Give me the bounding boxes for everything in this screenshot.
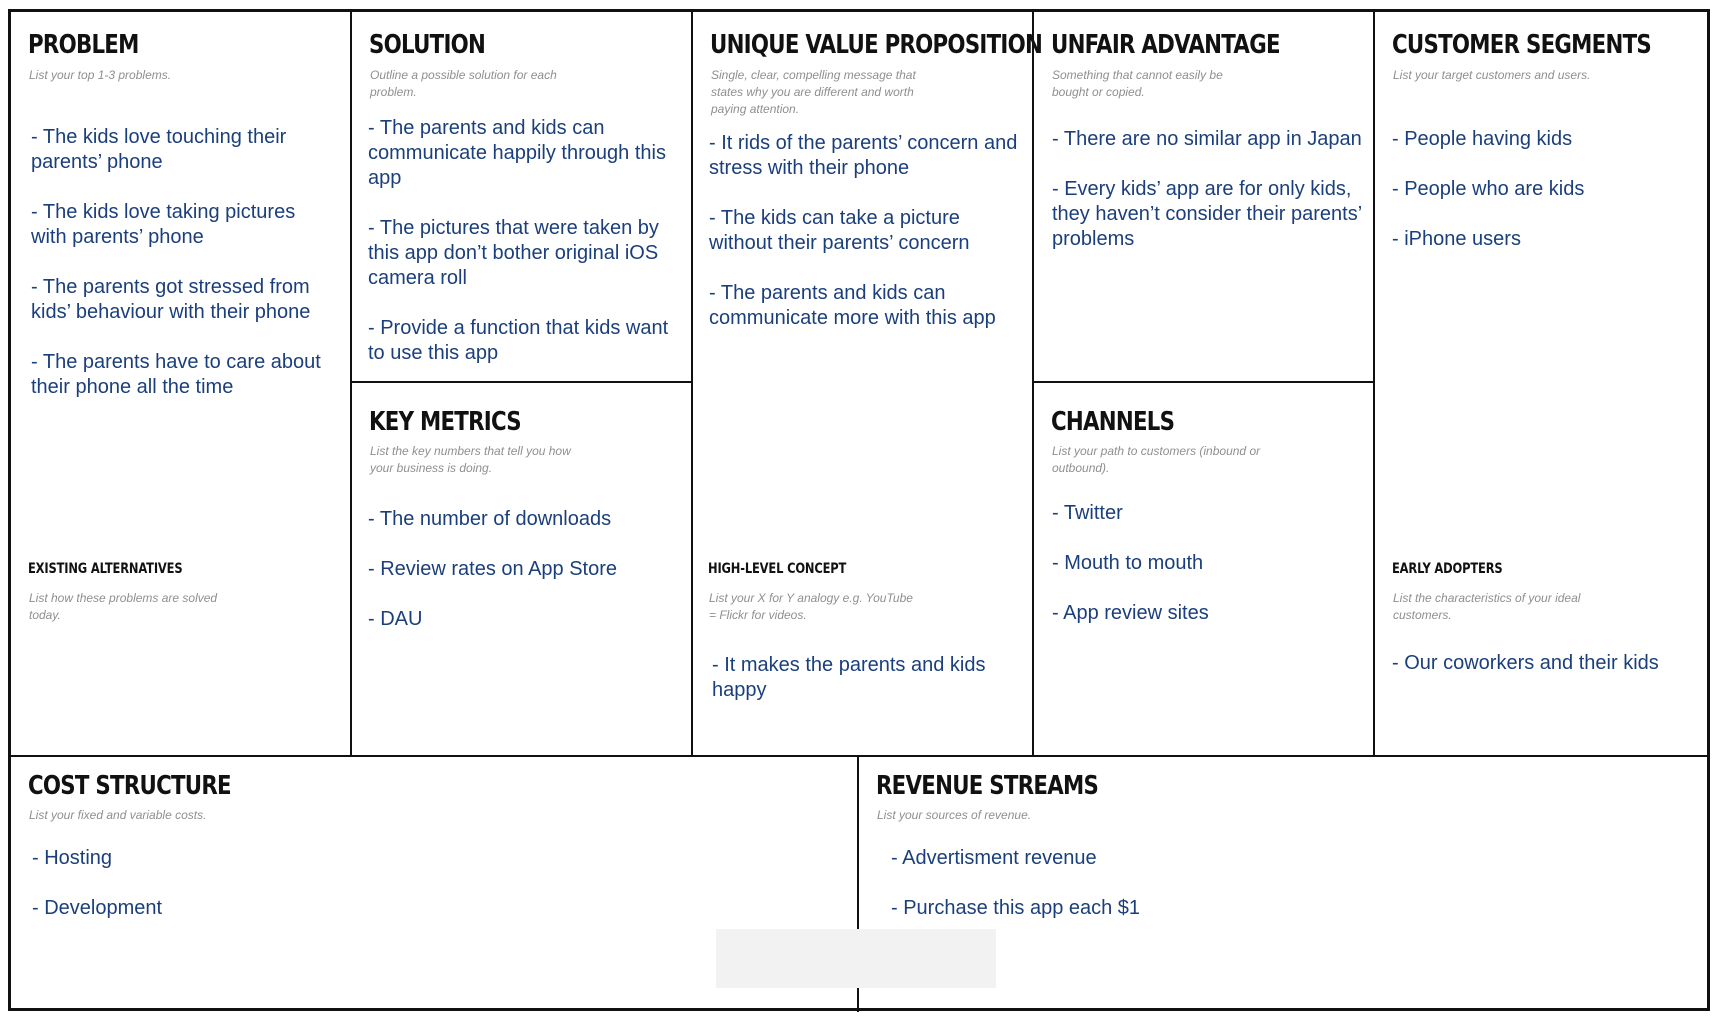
solution-hint: Outline a possible solution for each problem. xyxy=(370,68,557,99)
key-metrics-title: KEY METRICS xyxy=(369,407,521,437)
key-metrics-item: - The number of downloads xyxy=(368,508,612,530)
uvp-hint: Single, clear, compelling message that states why you are different and worth paying attention. xyxy=(711,68,916,116)
customer-segments-item: - People who are kids xyxy=(1392,178,1585,200)
high-level-concept-list xyxy=(712,653,1017,703)
early-adopters-list xyxy=(1392,651,1697,676)
unfair-advantage-item: - There are no similar app in Japan xyxy=(1052,128,1362,150)
existing-alternatives-title: EXISTING ALTERNATIVES xyxy=(28,561,183,577)
problem-item: - The parents have to care about their phone all the time xyxy=(31,351,321,398)
lean-canvas xyxy=(8,9,1710,1011)
customer-segments-hint: List your target customers and users. xyxy=(1393,68,1591,82)
channels-list xyxy=(1052,501,1357,626)
customer-segments-list xyxy=(1392,127,1692,252)
revenue-streams-hint: List your sources of revenue. xyxy=(877,808,1032,822)
channels-section xyxy=(1034,383,1373,755)
key-metrics-section xyxy=(352,383,691,755)
solution-item: - Provide a function that kids want to use this app xyxy=(368,317,669,364)
problem-title: PROBLEM xyxy=(28,30,139,60)
channels-title: CHANNELS xyxy=(1051,407,1175,437)
early-adopters-title: EARLY ADOPTERS xyxy=(1392,561,1503,577)
unfair-advantage-section xyxy=(1034,12,1373,381)
uvp-title: UNIQUE VALUE PROPOSITION xyxy=(710,30,1043,60)
problem-item: - The kids love touching their parents’ phone xyxy=(31,126,287,173)
solution-section xyxy=(352,12,691,381)
high-level-concept-item: - It makes the parents and kids happy xyxy=(712,654,986,701)
problem-section xyxy=(11,12,350,755)
unfair-advantage-hint: Something that cannot easily be bought or copied. xyxy=(1052,68,1223,99)
channels-item: - Twitter xyxy=(1052,502,1123,524)
high-level-concept-hint: List your X for Y analogy e.g. YouTube = Flickr for videos. xyxy=(709,591,913,622)
unfair-advantage-list xyxy=(1052,127,1362,252)
placeholder-box xyxy=(716,929,996,988)
solution-item: - The pictures that were taken by this app don’t bother original iOS camera roll xyxy=(368,217,659,289)
high-level-concept-title: HIGH-LEVEL CONCEPT xyxy=(708,561,847,577)
key-metrics-list xyxy=(368,507,678,632)
revenue-streams-title: REVENUE STREAMS xyxy=(876,771,1099,801)
cost-structure-title: COST STRUCTURE xyxy=(28,771,231,801)
revenue-streams-item: - Advertisment revenue xyxy=(891,847,1097,869)
solution-list xyxy=(368,116,678,366)
unfair-advantage-item: - Every kids’ app are for only kids, they haven’t consider their parents’ problems xyxy=(1052,178,1362,250)
channels-hint: List your path to customers (inbound or outbound). xyxy=(1052,444,1261,475)
early-adopters-hint: List the characteristics of your ideal customers. xyxy=(1393,591,1581,622)
channels-item: - App review sites xyxy=(1052,602,1209,624)
problem-hint: List your top 1-3 problems. xyxy=(29,68,172,82)
customer-segments-title: CUSTOMER SEGMENTS xyxy=(1392,30,1652,60)
customer-segments-item: - People having kids xyxy=(1392,128,1573,150)
solution-title: SOLUTION xyxy=(369,30,486,60)
unfair-advantage-title: UNFAIR ADVANTAGE xyxy=(1051,30,1280,60)
channels-item: - Mouth to mouth xyxy=(1052,552,1204,574)
key-metrics-hint: List the key numbers that tell you how your business is doing. xyxy=(370,444,571,475)
solution-item: - The parents and kids can communicate happily through this app xyxy=(368,117,666,189)
revenue-streams-list xyxy=(891,846,1391,921)
problem-item: - The parents got stressed from kids’ behaviour with their phone xyxy=(31,276,311,323)
early-adopters-item: - Our coworkers and their kids xyxy=(1392,652,1659,674)
problem-list xyxy=(31,125,336,400)
cost-structure-item: - Hosting xyxy=(32,847,113,869)
customer-segments-item: - iPhone users xyxy=(1392,228,1521,250)
cost-structure-list xyxy=(32,846,432,921)
revenue-streams-item: - Purchase this app each $1 xyxy=(891,897,1141,919)
cost-structure-hint: List your fixed and variable costs. xyxy=(29,808,207,822)
customer-segments-section xyxy=(1375,12,1709,755)
key-metrics-item: - Review rates on App Store xyxy=(368,558,618,580)
uvp-item: - The parents and kids can communicate more with this app xyxy=(709,282,996,329)
uvp-item: - The kids can take a picture without their parents’ concern xyxy=(709,207,970,254)
uvp-item: - It rids of the parents’ concern and stress with their phone xyxy=(709,132,1018,179)
key-metrics-item: - DAU xyxy=(368,608,423,630)
problem-item: - The kids love taking pictures with parents’ phone xyxy=(31,201,296,248)
existing-alternatives-hint: List how these problems are solved today. xyxy=(29,591,218,622)
uvp-section xyxy=(693,12,1043,755)
uvp-list xyxy=(709,131,1024,331)
cost-structure-item: - Development xyxy=(32,897,163,919)
